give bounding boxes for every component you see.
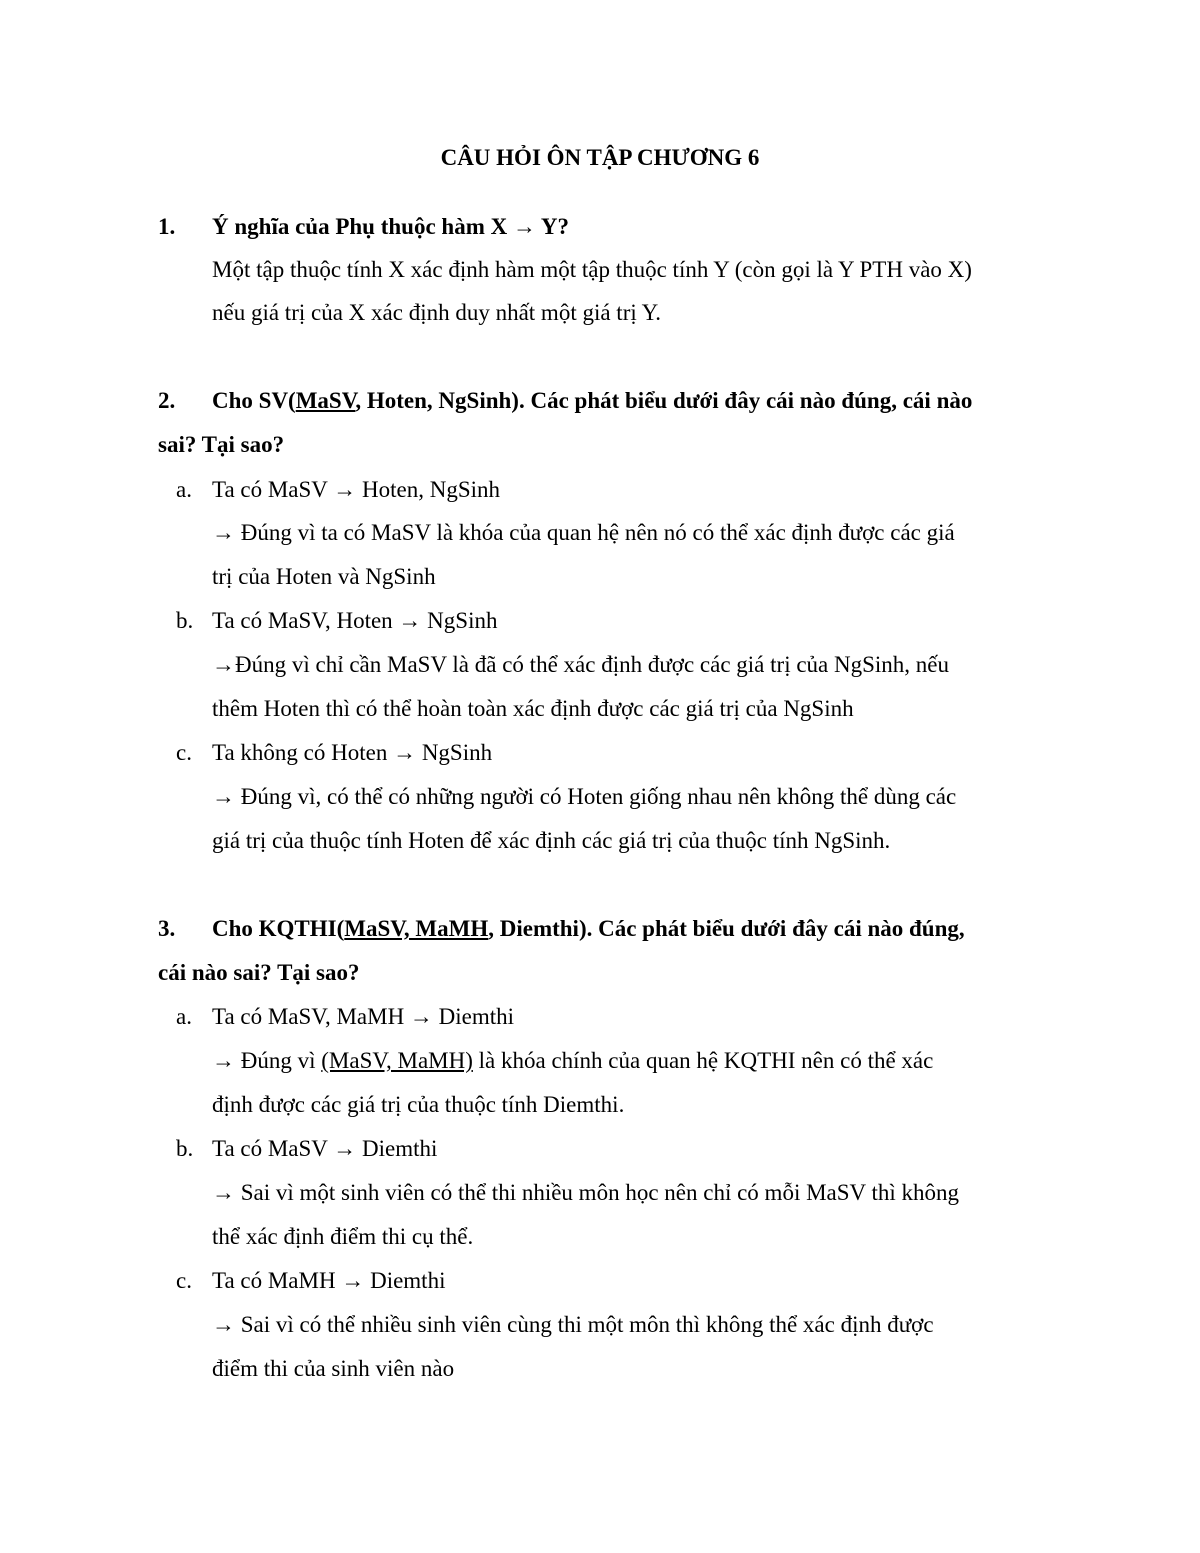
question-2a-answer-line-1: → Đúng vì ta có MaSV là khóa của quan hệ nên nó có thể xác định được các giá: [212, 520, 955, 545]
question-3c-answer-line-2: điểm thi của sinh viên nào: [212, 1356, 455, 1381]
question-3-text-cont: cái nào sai? Tại sao?: [158, 960, 360, 985]
question-2b-answer-line-1: →Đúng vì chỉ cần MaSV là đã có thể xác định được các giá trị của NgSinh, nếu: [212, 652, 949, 677]
question-2-text: [212, 386, 972, 416]
question-1-number: 1.: [158, 214, 176, 239]
question-3b-answer-line-1: → Sai vì một sinh viên có thể thi nhiều môn học nên chỉ có mỗi MaSV thì không: [212, 1180, 960, 1205]
question-1-answer-line-2: nếu giá trị của X xác định duy nhất một giá trị Y.: [212, 300, 662, 325]
question-3b-letter: b.: [176, 1136, 194, 1161]
question-3-number: 3.: [158, 916, 176, 941]
question-3-key: MaSV, MaMH: [344, 916, 489, 941]
question-3c-answer-line-1: → Sai vì có thể nhiều sinh viên cùng thi một môn thì không thể xác định được: [212, 1312, 934, 1337]
question-3a-letter: a.: [176, 1004, 192, 1029]
question-3a-answer-line-1: [212, 1046, 933, 1076]
question-2c-statement: Ta không có Hoten → NgSinh: [212, 740, 493, 765]
question-2a-statement: Ta có MaSV → Hoten, NgSinh: [212, 477, 501, 502]
question-1-answer-line-1: Một tập thuộc tính X xác định hàm một tập thuộc tính Y (còn gọi là Y PTH vào X): [212, 257, 972, 282]
question-2b-answer-line-2: thêm Hoten thì có thể hoàn toàn xác định được các giá trị của NgSinh: [212, 696, 854, 721]
question-3a-answer-key: (MaSV, MaMH): [321, 1048, 473, 1073]
question-3c-letter: c.: [176, 1268, 192, 1293]
question-3-text-post: , Diemthi). Các phát biểu dưới đây cái nào đúng,: [488, 916, 965, 941]
question-3b-answer-line-2: thể xác định điểm thi cụ thể.: [212, 1224, 474, 1249]
question-2b-statement: Ta có MaSV, Hoten → NgSinh: [212, 608, 498, 633]
question-2c-answer-line-1: → Đúng vì, có thể có những người có Hoten giống nhau nên không thể dùng các: [212, 784, 957, 809]
question-3c-statement: Ta có MaMH → Diemthi: [212, 1268, 446, 1293]
question-3a-answer-post: là khóa chính của quan hệ KQTHI nên có thể xác: [472, 1048, 934, 1073]
question-2a-answer-line-2: trị của Hoten và NgSinh: [212, 564, 436, 589]
question-2c-letter: c.: [176, 740, 192, 765]
question-2-number: 2.: [158, 388, 176, 413]
page-title: CÂU HỎI ÔN TẬP CHƯƠNG 6: [440, 145, 760, 170]
question-3-text: [212, 914, 965, 944]
question-2c-answer-line-2: giá trị của thuộc tính Hoten để xác định các giá trị của thuộc tính NgSinh.: [212, 828, 891, 853]
question-3-text-pre: Cho KQTHI(: [212, 916, 345, 941]
question-2-text-pre: Cho SV(: [212, 388, 296, 413]
question-2-text-post: , Hoten, NgSinh). Các phát biểu dưới đây cái nào đúng, cái nào: [355, 388, 973, 413]
question-2b-letter: b.: [176, 608, 194, 633]
question-3b-statement: Ta có MaSV → Diemthi: [212, 1136, 438, 1161]
question-3a-statement: Ta có MaSV, MaMH → Diemthi: [212, 1004, 515, 1029]
question-2-key: MaSV: [295, 388, 356, 413]
question-1-text: Ý nghĩa của Phụ thuộc hàm X → Y?: [212, 214, 569, 239]
question-3a-answer-pre: → Đúng vì: [212, 1048, 322, 1073]
question-2a-letter: a.: [176, 477, 192, 502]
question-2-text-cont: sai? Tại sao?: [158, 432, 285, 457]
question-3a-answer-line-2: định được các giá trị của thuộc tính Diemthi.: [212, 1092, 625, 1117]
